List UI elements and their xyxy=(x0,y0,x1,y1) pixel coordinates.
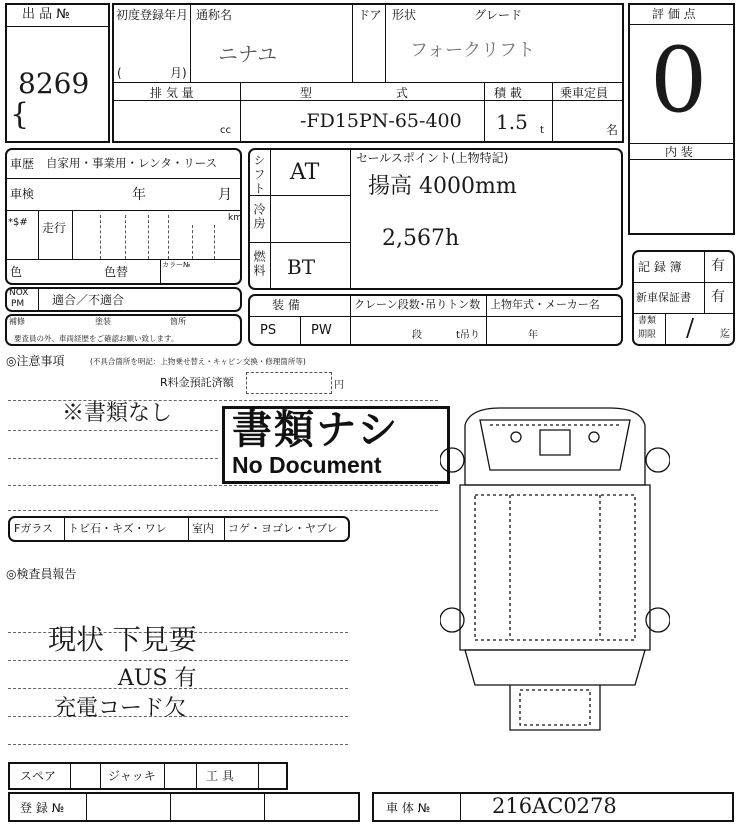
tools-label: 工 具 xyxy=(206,769,234,783)
logbook-value: 有 xyxy=(711,258,725,274)
vehicle-name-value: ニナユ xyxy=(218,42,278,66)
crane-t: t吊り xyxy=(456,330,480,341)
notes-sub: (不具合箇所を明記：上物乗せ替え・キャビン交換・修理箇所等) xyxy=(90,357,306,366)
inspector-label: ◎検査員報告 xyxy=(6,567,77,581)
mileage-label: 走行 xyxy=(42,221,67,235)
displacement-label: 排 気 量 xyxy=(150,86,194,100)
inspection-label: 車検 xyxy=(10,187,35,201)
notes-handwritten: ※書類なし xyxy=(62,401,173,426)
pm-label: PM xyxy=(11,299,25,309)
sales-point-line-1: 揚高 4000mm xyxy=(368,174,517,199)
shape-value: フォークリフト xyxy=(410,40,536,61)
sales-point-line-2: 2,567h xyxy=(382,226,460,251)
first-registration-label: 初度登録年月 xyxy=(116,8,189,22)
mileage-km: km xyxy=(228,213,242,223)
ac-label: 冷房 xyxy=(252,203,266,231)
fuel-label: 燃料 xyxy=(252,250,266,278)
r-fee-yen: 円 xyxy=(334,380,344,391)
registration-label: 登 録 № xyxy=(20,801,65,815)
repair-label-3: 箇所 xyxy=(170,317,186,326)
docs-value: / xyxy=(686,314,695,342)
warranty-label: 新車保証書 xyxy=(636,291,691,304)
glass-item-3: 室内 xyxy=(192,522,214,535)
inspector-line-2: AUS 有 xyxy=(118,666,197,691)
logbook-label: 記 録 簿 xyxy=(638,260,682,274)
stamp-jp: 書類ナシ xyxy=(232,407,400,453)
color-change: 色替 xyxy=(104,265,129,279)
equipment-ps: PS xyxy=(260,323,277,338)
first-registration-month: 月) xyxy=(170,66,187,80)
history-value: 自家用・事業用・レンタ・リース xyxy=(46,156,218,170)
repair-label-1: 補修 xyxy=(9,317,25,326)
nox-value: 適合／不適合 xyxy=(52,293,125,307)
door-label: ドア xyxy=(358,8,382,22)
jack-label: ジャッキ xyxy=(108,769,156,783)
docs-label-1: 書類 xyxy=(638,316,657,326)
upper-year: 年 xyxy=(528,330,538,341)
shift-label: シフト xyxy=(252,154,266,196)
lot-number-label: 出 品 № xyxy=(22,7,70,22)
crane-dan: 段 xyxy=(412,330,422,341)
nox-label: NOX xyxy=(9,288,29,298)
inspection-year: 年 xyxy=(132,187,146,203)
chassis-label: 車 体 № xyxy=(386,801,431,815)
interior-label: 内 装 xyxy=(665,145,693,159)
inspector-line-1: 現状 下見要 xyxy=(48,623,197,656)
lot-number-value: 8269 xyxy=(18,67,90,100)
crane-label: クレーン段数･吊りトン数 xyxy=(354,298,481,311)
repair-label-2: 塗装 xyxy=(95,317,111,326)
color-number: カラー№ xyxy=(162,261,191,269)
glass-item-4: コゲ・ヨゴレ・ヤブレ xyxy=(228,522,338,535)
shift-value: AT xyxy=(290,160,320,185)
docs-label-2: 期限 xyxy=(638,330,657,340)
equipment-label: 装 備 xyxy=(272,298,300,312)
warranty-value: 有 xyxy=(711,289,725,305)
r-fee-boxes xyxy=(246,372,332,394)
first-registration-open: ( xyxy=(117,66,122,80)
capacity-label: 積 載 xyxy=(494,86,522,100)
spare-label: スペア xyxy=(20,769,57,783)
vehicle-name-label: 通称名 xyxy=(196,8,233,22)
vehicle-diagram xyxy=(440,400,670,735)
score-value: 0 xyxy=(650,28,708,133)
notes-label: ◎注意事項 xyxy=(6,354,65,368)
score-label: 評 価 点 xyxy=(652,7,696,21)
model-value: -FD15PN-65-400 xyxy=(300,110,462,132)
r-fee-label: R料金預託済額 xyxy=(160,376,234,389)
passenger-label: 乗車定員 xyxy=(560,86,609,100)
glass-item-1: Fガラス xyxy=(14,522,53,535)
capacity-value: 1.5 xyxy=(496,110,528,134)
displacement-unit: cc xyxy=(220,125,231,136)
history-label: 車歴 xyxy=(10,157,35,171)
capacity-unit: t xyxy=(540,125,544,136)
docs-unit: 迄 xyxy=(720,329,730,340)
equipment-pw: PW xyxy=(311,323,332,338)
chassis-value: 216AC0278 xyxy=(492,794,617,818)
lot-number-sub: { xyxy=(10,97,30,132)
color-label: 色 xyxy=(10,265,23,279)
sales-point-label: セールスポイント(上物特記) xyxy=(356,151,509,165)
stamp-en: No Document xyxy=(232,452,382,478)
fuel-value: BT xyxy=(287,255,316,279)
grade-label: グレード xyxy=(474,8,523,22)
mileage-mark: *$# xyxy=(8,217,28,228)
glass-item-2: トビ石・キズ・ワレ xyxy=(68,522,167,535)
inspector-line-3: 充電コード欠 xyxy=(54,696,187,721)
upper-label: 上物年式・メーカー名 xyxy=(490,298,600,311)
shape-label: 形状 xyxy=(392,8,417,22)
model-label: 型 式 xyxy=(300,86,448,100)
repair-note: 要査員の外、車両経歴をご確認お願い致します。 xyxy=(14,334,179,343)
passenger-unit: 名 xyxy=(606,123,619,137)
inspection-month: 月 xyxy=(218,187,232,203)
